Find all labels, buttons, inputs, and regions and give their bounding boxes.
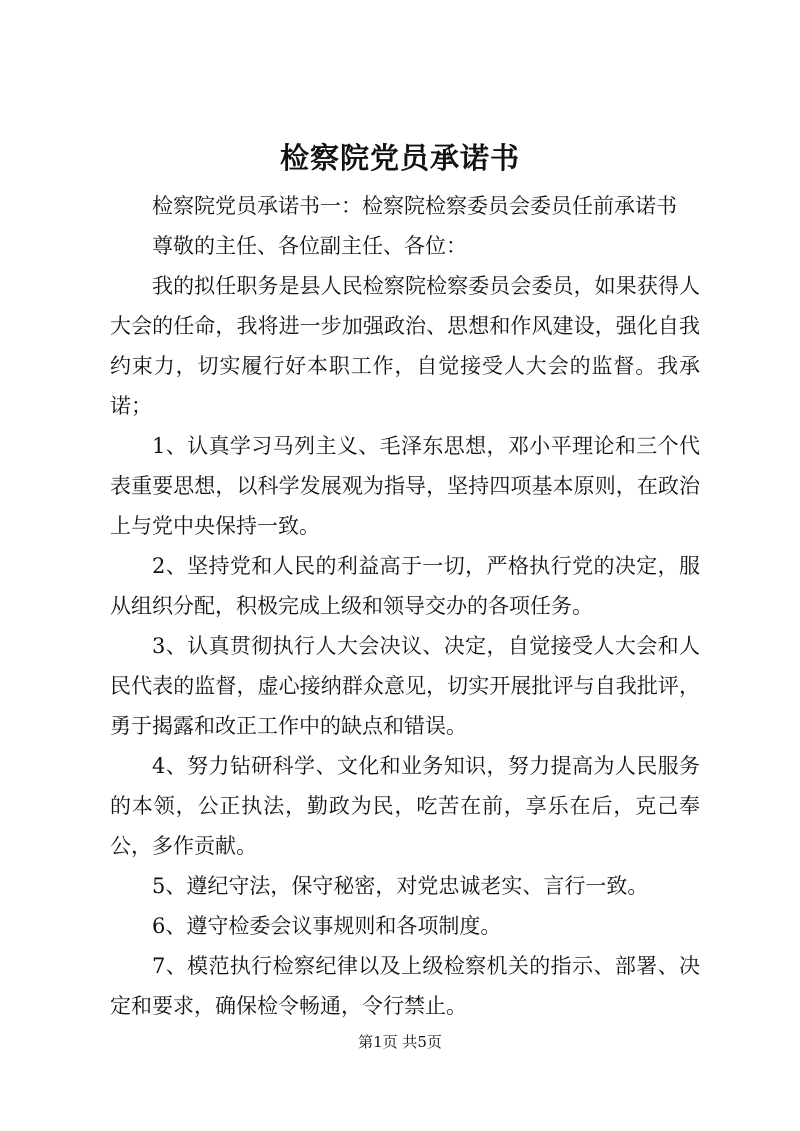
paragraph-item-7: 7、模范执行检察纪律以及上级检察机关的指示、部署、决定和要求，确保检令畅通，令行禁止。 (110, 954, 700, 1018)
document-title: 检察院党员承诺书 (279, 141, 520, 175)
page-number-footer: 第1页 共5页 (358, 1033, 442, 1051)
paragraph-item-2: 2、坚持党和人民的利益高于一切，严格执行党的决定，服从组织分配，积极完成上级和领导交办的各项任务。 (110, 554, 700, 618)
paragraph-item-3: 3、认真贯彻执行人大会决议、决定，自觉接受人大会和人民代表的监督，虚心接纳群众意见，切实开展批评与自我批评，勇于揭露和改正工作中的缺点和错误。 (110, 634, 700, 738)
paragraph-intro: 我的拟任职务是县人民检察院检察委员会委员，如果获得人大会的任命，我将进一步加强政治、思想和作风建设，强化自我约束力，切实履行好本职工作，自觉接受人大会的监督。我承诺； (110, 274, 700, 418)
document-body (110, 186, 700, 1026)
paragraph-salutation: 尊敬的主任、各位副主任、各位： (152, 234, 467, 258)
paragraph-item-4: 4、努力钻研科学、文化和业务知识，努力提高为人民服务的本领，公正执法，勤政为民，吃苦在前，享乐在后，克己奉公，多作贡献。 (110, 754, 700, 858)
paragraph-subtitle: 检察院党员承诺书一：检察院检察委员会委员任前承诺书 (152, 194, 677, 218)
paragraph-item-5: 5、遵纪守法，保守秘密，对党忠诚老实、言行一致。 (152, 874, 649, 898)
paragraph-item-6: 6、遵守检委会议事规则和各项制度。 (152, 914, 502, 938)
paragraph-item-1: 1、认真学习马列主义、毛泽东思想，邓小平理论和三个代表重要思想，以科学发展观为指导，坚持四项基本原则，在政治上与党中央保持一致。 (110, 434, 700, 538)
